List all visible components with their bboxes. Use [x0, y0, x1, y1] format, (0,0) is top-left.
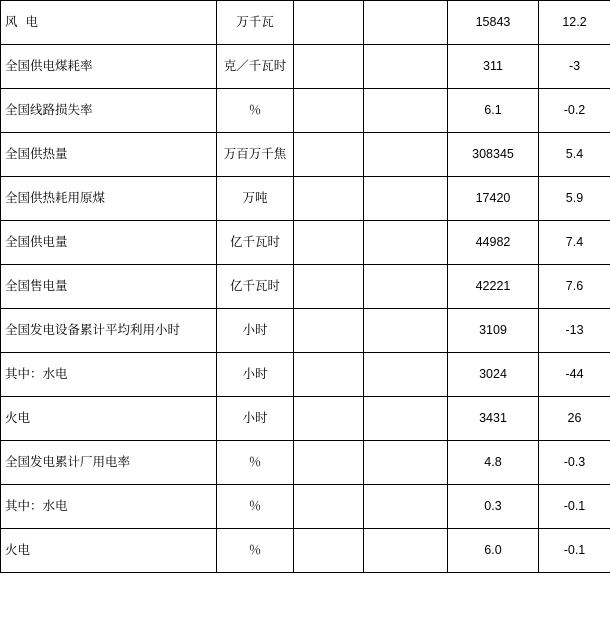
indicator-name-cell: 全国线路损失率: [1, 89, 217, 133]
unit-cell: [217, 441, 294, 485]
unit-text: 万吨: [242, 191, 268, 206]
indicator-name-cell: 火电: [1, 529, 217, 573]
value-cell: 3024: [448, 353, 539, 397]
table-row: [1, 265, 610, 309]
value-cell: 42221: [448, 265, 539, 309]
unit-text: ％: [248, 499, 262, 514]
table-body: [1, 1, 610, 573]
value-cell: 4.8: [448, 441, 539, 485]
growth-rate-cell: -0.1: [539, 529, 610, 573]
unit-cell: [217, 133, 294, 177]
blank-cell-1: [294, 45, 364, 89]
value-cell: 308345: [448, 133, 539, 177]
blank-cell-2: [364, 529, 448, 573]
blank-cell-2: [364, 485, 448, 529]
table-row: [1, 177, 610, 221]
blank-cell-2: [364, 89, 448, 133]
table-row: [1, 353, 610, 397]
growth-rate-cell: -0.3: [539, 441, 610, 485]
unit-cell: [217, 529, 294, 573]
unit-text: 克／千瓦时: [223, 59, 287, 74]
unit-text: ％: [248, 103, 262, 118]
table-row: [1, 485, 610, 529]
unit-text: 亿千瓦时: [229, 279, 280, 294]
blank-cell-1: [294, 265, 364, 309]
unit-cell: [217, 353, 294, 397]
blank-cell-1: [294, 1, 364, 45]
value-cell: 0.3: [448, 485, 539, 529]
value-cell: 6.1: [448, 89, 539, 133]
unit-text: 小时: [242, 367, 268, 382]
unit-text: 万千瓦: [236, 15, 274, 30]
blank-cell-1: [294, 89, 364, 133]
blank-cell-1: [294, 133, 364, 177]
growth-rate-cell: -13: [539, 309, 610, 353]
table-row: [1, 1, 610, 45]
blank-cell-2: [364, 133, 448, 177]
indicator-name-cell: 全国供热量: [1, 133, 217, 177]
blank-cell-1: [294, 397, 364, 441]
blank-cell-1: [294, 177, 364, 221]
unit-text: ％: [248, 455, 262, 470]
growth-rate-cell: 7.4: [539, 221, 610, 265]
growth-rate-cell: 5.9: [539, 177, 610, 221]
value-cell: 6.0: [448, 529, 539, 573]
growth-rate-cell: -0.2: [539, 89, 610, 133]
unit-cell: [217, 397, 294, 441]
unit-cell: [217, 485, 294, 529]
blank-cell-1: [294, 529, 364, 573]
blank-cell-1: [294, 485, 364, 529]
indicator-name-cell: 其中：水电: [1, 485, 217, 529]
indicator-name-cell: 全国供热耗用原煤: [1, 177, 217, 221]
blank-cell-2: [364, 45, 448, 89]
indicator-name-cell: 全国发电设备累计平均利用小时: [1, 309, 217, 353]
growth-rate-cell: -0.1: [539, 485, 610, 529]
unit-cell: [217, 309, 294, 353]
blank-cell-2: [364, 221, 448, 265]
unit-cell: [217, 177, 294, 221]
table-row: [1, 309, 610, 353]
unit-cell: [217, 221, 294, 265]
growth-rate-cell: 26: [539, 397, 610, 441]
value-cell: 311: [448, 45, 539, 89]
table-row: [1, 529, 610, 573]
unit-cell: [217, 1, 294, 45]
blank-cell-2: [364, 353, 448, 397]
unit-cell: [217, 265, 294, 309]
indicator-name-cell: 其中：水电: [1, 353, 217, 397]
blank-cell-2: [364, 441, 448, 485]
blank-cell-1: [294, 441, 364, 485]
blank-cell-2: [364, 265, 448, 309]
unit-cell: [217, 89, 294, 133]
unit-text: 小时: [242, 411, 268, 426]
value-cell: 44982: [448, 221, 539, 265]
table-row: [1, 45, 610, 89]
blank-cell-2: [364, 397, 448, 441]
blank-cell-1: [294, 353, 364, 397]
table-row: [1, 133, 610, 177]
growth-rate-cell: 7.6: [539, 265, 610, 309]
unit-text: 小时: [242, 323, 268, 338]
indicator-name-cell: 全国供电煤耗率: [1, 45, 217, 89]
indicator-name-cell: 全国供电量: [1, 221, 217, 265]
unit-text: 亿千瓦时: [229, 235, 280, 250]
blank-cell-1: [294, 309, 364, 353]
unit-cell: [217, 45, 294, 89]
table-row: [1, 441, 610, 485]
blank-cell-1: [294, 221, 364, 265]
growth-rate-cell: 5.4: [539, 133, 610, 177]
growth-rate-cell: -3: [539, 45, 610, 89]
table-row: [1, 89, 610, 133]
value-cell: 17420: [448, 177, 539, 221]
table-row: [1, 221, 610, 265]
growth-rate-cell: -44: [539, 353, 610, 397]
blank-cell-2: [364, 177, 448, 221]
value-cell: 3431: [448, 397, 539, 441]
blank-cell-2: [364, 1, 448, 45]
growth-rate-cell: 12.2: [539, 1, 610, 45]
indicator-name-cell: 火电: [1, 397, 217, 441]
unit-text: ％: [248, 543, 262, 558]
indicator-name-cell: 全国发电累计厂用电率: [1, 441, 217, 485]
indicator-name-cell: 风 电: [1, 1, 217, 45]
value-cell: 3109: [448, 309, 539, 353]
unit-text: 万百万千焦: [223, 147, 287, 162]
indicator-name-cell: 全国售电量: [1, 265, 217, 309]
value-cell: 15843: [448, 1, 539, 45]
table-row: [1, 397, 610, 441]
blank-cell-2: [364, 309, 448, 353]
